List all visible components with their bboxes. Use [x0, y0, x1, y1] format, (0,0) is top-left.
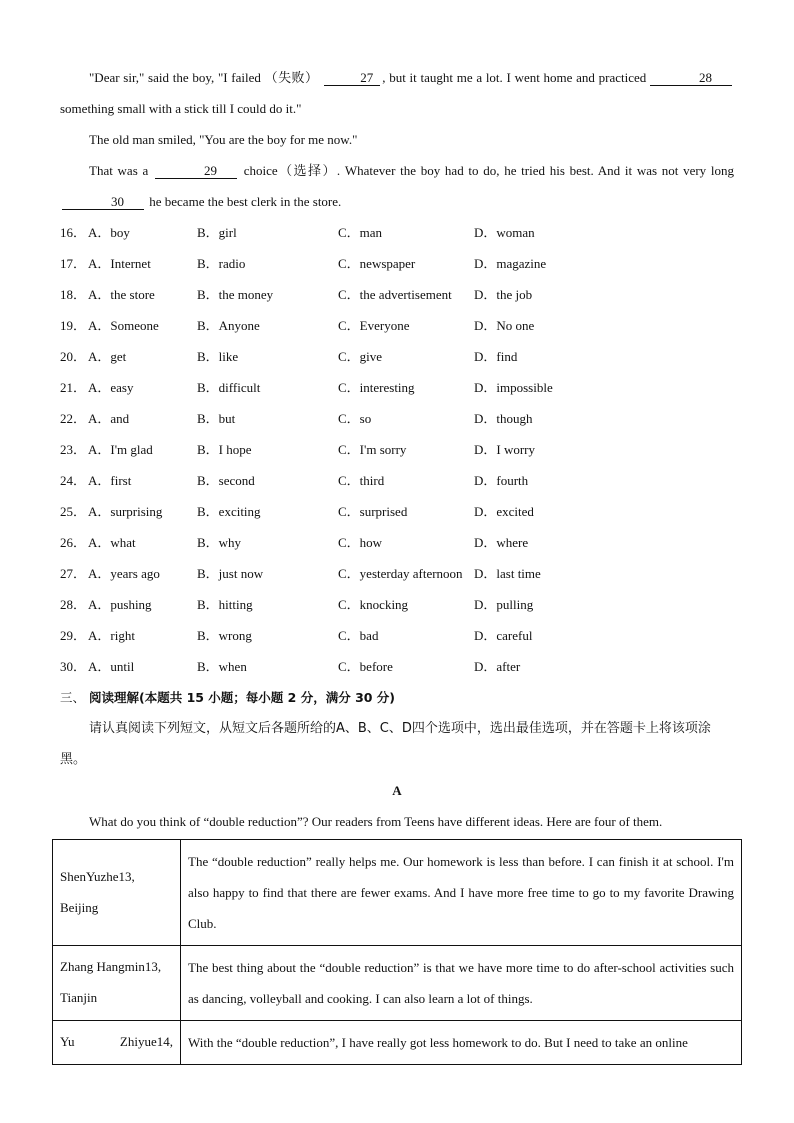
option-d: D．magazine: [474, 256, 547, 271]
option-a: A．Internet: [88, 256, 151, 271]
option-d: D．pulling: [474, 597, 534, 612]
option-a: A．pushing: [88, 597, 152, 612]
reader-given-name: Zhiyue14,: [119, 1034, 173, 1049]
option-a: A．first: [88, 473, 132, 488]
option-b: B．exciting: [197, 504, 261, 519]
question-number: 20．: [60, 349, 87, 364]
question-row: [60, 248, 734, 279]
option-d: D．the job: [474, 287, 533, 302]
question-row: [60, 558, 734, 589]
question-number: 28．: [60, 597, 87, 612]
reader-opinion: With the “double reduction”, I have really got less homework to do. But I need to take an online: [181, 1021, 742, 1065]
blank-28: 28: [650, 70, 732, 86]
section-heading: [60, 682, 734, 713]
option-d: D．where: [474, 535, 529, 550]
option-b: B．why: [197, 535, 242, 550]
option-c: C．how: [338, 535, 383, 550]
passage-text: choice（选择）. Whatever the boy had to do, he tried his best. And it was not very long: [243, 163, 735, 178]
reader-surname: Yu: [60, 1034, 75, 1049]
table-row: [53, 1021, 742, 1065]
passage-text: That was a: [89, 163, 149, 178]
reader-name: Zhang Hangmin13,: [60, 959, 162, 974]
blank-29: 29: [155, 163, 237, 179]
option-d: D．impossible: [474, 380, 553, 395]
option-a: A．easy: [88, 380, 134, 395]
reader-opinion: The “double reduction” really helps me. Our homework is less than before. I can finish it at school. I'm also happy to find that there are fewer exams. And I have more free time to go to my favorite Drawing Club.: [181, 840, 742, 946]
table-row: [53, 946, 742, 1021]
passage-paragraph-3: [60, 155, 734, 217]
option-c: C．give: [338, 349, 383, 364]
option-c: C．I'm sorry: [338, 442, 407, 457]
option-d: D．I worry: [474, 442, 536, 457]
option-b: B．I hope: [197, 442, 252, 457]
option-c: C．man: [338, 225, 383, 240]
option-a: A．right: [88, 628, 135, 643]
option-b: B．Anyone: [197, 318, 260, 333]
question-number: 23．: [60, 442, 87, 457]
passage-text: , but it taught me a lot. I went home and practiced: [382, 70, 647, 85]
option-b: B．but: [197, 411, 236, 426]
question-row: [60, 589, 734, 620]
blank-27: 27: [324, 70, 380, 86]
question-number: 21．: [60, 380, 87, 395]
question-row: [60, 465, 734, 496]
option-d: D．excited: [474, 504, 534, 519]
option-c: C．yesterday afternoon: [338, 566, 463, 581]
option-b: B．second: [197, 473, 255, 488]
option-c: C．surprised: [338, 504, 408, 519]
option-a: A．get: [88, 349, 127, 364]
option-a: A．surprising: [88, 504, 163, 519]
option-c: C．third: [338, 473, 385, 488]
question-row: [60, 434, 734, 465]
question-row: [60, 403, 734, 434]
option-c: C．before: [338, 659, 393, 674]
option-b: B．radio: [197, 256, 246, 271]
question-number: 26．: [60, 535, 87, 550]
option-d: D．careful: [474, 628, 533, 643]
question-row: [60, 620, 734, 651]
question-row: [60, 496, 734, 527]
question-row: [60, 372, 734, 403]
option-c: C．knocking: [338, 597, 409, 612]
option-a: A．I'm glad: [88, 442, 153, 457]
option-b: B．difficult: [197, 380, 261, 395]
passage-text: something small with a stick till I could do it.": [60, 101, 302, 116]
option-d: D．last time: [474, 566, 541, 581]
question-row: [60, 279, 734, 310]
option-a: A．the store: [88, 287, 155, 302]
passage-text: "Dear sir," said the boy, "I failed （失败）: [89, 70, 319, 85]
question-number: 29．: [60, 628, 87, 643]
option-b: B．like: [197, 349, 239, 364]
option-a: A．what: [88, 535, 136, 550]
option-a: A．until: [88, 659, 135, 674]
passage-paragraph-2: The old man smiled, "You are the boy for me now.": [89, 132, 358, 147]
option-c: C．Everyone: [338, 318, 410, 333]
question-number: 30．: [60, 659, 87, 674]
passage-text: he became the best clerk in the store.: [149, 194, 342, 209]
option-d: D．fourth: [474, 473, 529, 488]
option-b: B．when: [197, 659, 247, 674]
reader-name: [60, 1026, 173, 1057]
question-row: [60, 341, 734, 372]
option-b: B．girl: [197, 225, 237, 240]
question-number: 27．: [60, 566, 87, 581]
question-number: 25．: [60, 504, 87, 519]
reader-name-cell: [53, 946, 181, 1021]
question-row: [60, 310, 734, 341]
option-d: D．No one: [474, 318, 535, 333]
question-number: 16．: [60, 225, 87, 240]
option-b: B．hitting: [197, 597, 253, 612]
option-b: B．wrong: [197, 628, 252, 643]
option-a: A．years ago: [88, 566, 160, 581]
option-c: C．so: [338, 411, 372, 426]
reader-city: Beijing: [60, 900, 99, 915]
option-c: C．bad: [338, 628, 379, 643]
passage-intro: What do you think of “double reduction”? Our readers from Teens have different ideas. Here are four of them.: [89, 814, 663, 829]
section-title: 阅读理解(本题共 15 小题；每小题 2 分，满分 30 分): [89, 690, 396, 705]
reader-city: Tianjin: [60, 990, 98, 1005]
question-number: 22．: [60, 411, 87, 426]
blank-30: 30: [62, 194, 144, 210]
option-b: B．just now: [197, 566, 264, 581]
document-page: [60, 62, 734, 837]
question-number: 17．: [60, 256, 87, 271]
reader-name-cell: [53, 840, 181, 946]
section-instruction: 请认真阅读下列短文，从短文后各题所给的A、B、C、D四个选项中，选出最佳选项，并在答题卡上将该项涂黑。: [60, 721, 711, 767]
passage-paragraph-1: [60, 62, 734, 124]
section-number: 三、: [60, 690, 86, 705]
opinions-table: [52, 839, 742, 1065]
question-row: [60, 217, 734, 248]
option-c: C．interesting: [338, 380, 415, 395]
option-a: A．and: [88, 411, 130, 426]
option-a: A．boy: [88, 225, 130, 240]
reader-opinion: The best thing about the “double reduction” is that we have more time to do after-school activities such as dancing, volleyball and cooking. I can also learn a lot of things.: [181, 946, 742, 1021]
reader-name: ShenYuzhe13,: [60, 869, 135, 884]
option-d: D．after: [474, 659, 521, 674]
option-c: C．newspaper: [338, 256, 416, 271]
question-row: [60, 527, 734, 558]
table-row: [53, 840, 742, 946]
option-a: A．Someone: [88, 318, 159, 333]
passage-label: A: [392, 783, 402, 798]
option-d: D．woman: [474, 225, 535, 240]
question-row: [60, 651, 734, 682]
option-d: D．though: [474, 411, 533, 426]
option-b: B．the money: [197, 287, 274, 302]
question-number: 18．: [60, 287, 87, 302]
question-number: 19．: [60, 318, 87, 333]
option-d: D．find: [474, 349, 518, 364]
options-list: [60, 217, 734, 682]
option-c: C．the advertisement: [338, 287, 452, 302]
reader-name-cell: [53, 1021, 181, 1065]
question-number: 24．: [60, 473, 87, 488]
